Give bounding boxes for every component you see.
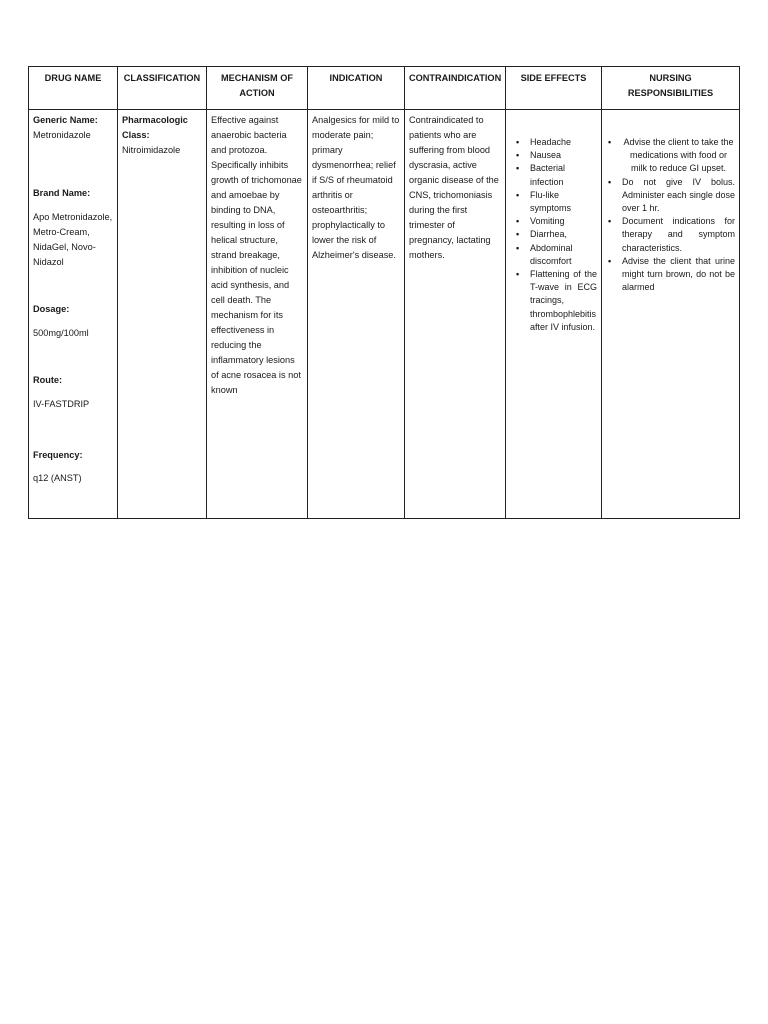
frequency-value: q12 (ANST) [33,473,82,483]
header-side-effects: SIDE EFFECTS [506,67,602,110]
generic-name-label: Generic Name: [33,115,98,125]
list-item: • Advise the client that urine might turn brown, do not be alarmed [622,255,735,295]
dosage-value: 500mg/100ml [33,328,89,338]
list-item: • Do not give IV bolus. Administer each single dose over 1 hr. [622,176,735,216]
frequency-label: Frequency: [33,450,83,460]
route-value: IV-FASTDRIP [33,399,90,409]
list-item: • Headache [530,136,597,149]
indication-text: Analgesics for mild to moderate pain; primary dysmenorrhea; relief if S/S of rheumatoid arthritis or osteoarthritis; prophylactically to lower the risk of Alzheimer's disease. [312,115,400,260]
header-indication: INDICATION [308,67,405,110]
pharmacologic-class-label: Pharmacologic Class: [122,115,188,140]
list-item: • Document indications for therapy and symptom characteristics. [622,215,735,255]
header-nursing: NURSING RESPONSIBILITIES [602,67,740,110]
classification-cell [118,110,207,519]
list-item: • Abdominal discomfort [530,242,597,268]
list-item: • Advise the client to take the medications with food or milk to reduce GI upset. [622,136,735,176]
list-item: • Diarrhea, [530,228,597,241]
drug-study-table [28,66,740,519]
mechanism-text: Effective against anaerobic bacteria and protozoa. Specifically inhibits growth of trichomonae and amoebae by binding to DNA, resulting in loss of helical structure, strand breakage, inhibition of nucleic acid synthesis, and cell death. The mechanism for its effectiveness in reducing the inflammatory lesions of acne rosacea is not known [211,115,302,395]
header-contraindication: CONTRAINDICATION [405,67,506,110]
list-item: • Flattening of the T-wave in ECG tracings, thrombophlebitis after IV infusion. [530,268,597,334]
indication-cell [308,110,405,519]
dosage-label: Dosage: [33,304,70,314]
contraindication-text: Contraindicated to patients who are suffering from blood dyscrasia, active organic disease of the CNS, trichomoniasis during the first trimester of pregnancy, lactating mothers. [409,115,499,260]
mechanism-cell [207,110,308,519]
brand-name-label: Brand Name: [33,188,91,198]
table-row [29,110,740,519]
list-item: • Nausea [530,149,597,162]
generic-name-value: Metronidazole [33,130,91,140]
header-row [29,67,740,110]
list-item: • Bacterial infection [530,162,597,188]
nursing-cell [602,110,740,519]
route-label: Route: [33,375,63,385]
pharmacologic-class-value: Nitroimidazole [122,145,181,155]
side-effects-cell [506,110,602,519]
list-item: • Vomiting [530,215,597,228]
side-effects-list [510,136,597,334]
list-item: • Flu-like symptoms [530,189,597,215]
header-classification: CLASSIFICATION [118,67,207,110]
header-drug-name: DRUG NAME [29,67,118,110]
contraindication-cell [405,110,506,519]
brand-name-value: Apo Metronidazole, Metro-Cream, NidaGel, Novo-Nidazol [33,212,113,267]
header-mechanism: MECHANISM OF ACTION [207,67,308,110]
drug-name-cell [29,110,118,519]
nursing-list [606,136,735,294]
